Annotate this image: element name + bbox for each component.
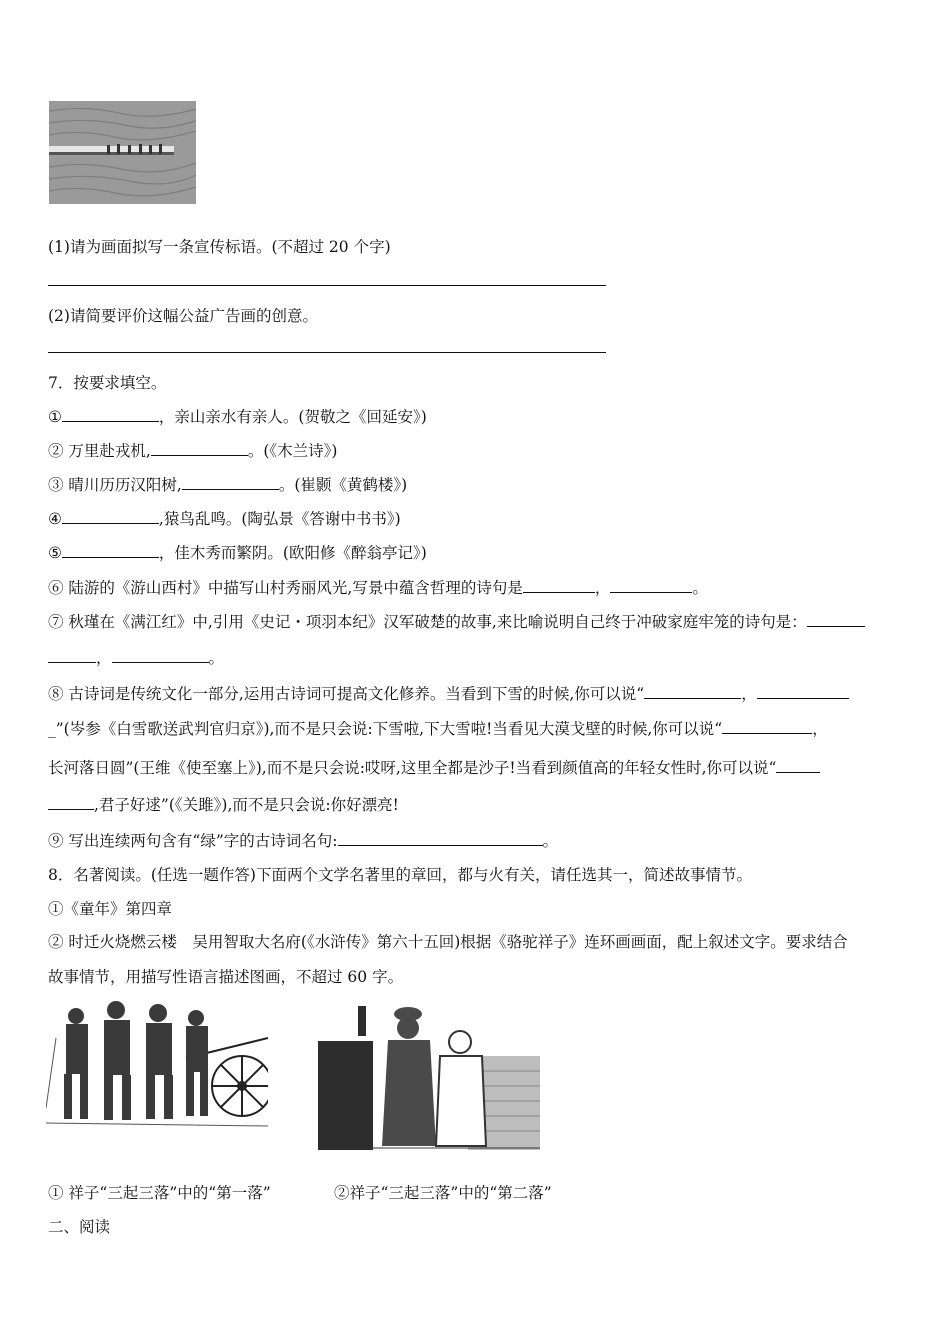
- answer-line-2[interactable]: [48, 352, 606, 353]
- fill-blank[interactable]: [776, 758, 820, 773]
- q8-heading: 8．名著阅读。(任选一题作答)下面两个文学名著里的章回，都与火有关，请任选其一，简述故事情节。: [48, 866, 752, 884]
- q7-item-7-cont: ， 。: [48, 646, 224, 668]
- fill-blank[interactable]: [338, 831, 543, 846]
- fill-blank[interactable]: [807, 612, 865, 627]
- fill-blank[interactable]: [62, 543, 159, 558]
- q7-item-4: ④ ,猿鸟乱鸣。(陶弘景《答谢中书书》): [48, 510, 401, 528]
- fill-blank[interactable]: [112, 648, 209, 663]
- comic-illustration-2: [318, 996, 540, 1150]
- fill-blank[interactable]: [48, 648, 96, 663]
- q7-item-8-line4: ,君子好逑”(《关雎》),而不是只会说:你好漂亮!: [48, 793, 399, 815]
- fill-blank[interactable]: [62, 509, 159, 524]
- fill-blank[interactable]: [757, 684, 849, 699]
- sand-poster-image: [49, 101, 196, 204]
- fill-blank[interactable]: [610, 578, 692, 593]
- q7-item-8-line1: ⑧ 古诗词是传统文化一部分,运用古诗词可提高文化修养。当看到下雪的时候,你可以说“ ，: [48, 682, 849, 704]
- fill-blank[interactable]: [62, 407, 159, 422]
- q7-item-1: ① ，亲山亲水有亲人。(贺敬之《回延安》): [48, 408, 427, 426]
- comic-illustration-1: [46, 998, 268, 1134]
- caption-1: ① 祥子“三起三落”中的“第一落”: [48, 1184, 271, 1202]
- fill-blank[interactable]: [523, 578, 595, 593]
- fill-blank[interactable]: [151, 441, 248, 456]
- q6-sub1: (1)请为画面拟写一条宣传标语。(不超过 20 个字): [48, 238, 391, 256]
- section-title: 二、阅读: [48, 1218, 111, 1236]
- fill-blank[interactable]: [48, 795, 94, 810]
- q7-item-3: ③ 晴川历历汉阳树, 。(崔颢《黄鹤楼》): [48, 476, 408, 494]
- q7-item-8-line2: _”(岑参《白雪歌送武判官归京》),而不是只会说:下雪啦,下大雪啦!当看见大漠戈壁的时候,你可以说“ ，: [48, 720, 828, 738]
- fill-blank[interactable]: [722, 719, 812, 734]
- q8-option-2-line2: 故事情节，用描写性语言描述图画，不超过 60 字。: [48, 968, 404, 986]
- q8-option-2-line1: ② 时迁火烧燃云楼 吴用智取大名府(《水浒传》第六十五回)根据《骆驼祥子》连环画画面，配上叙述文字。要求结合: [48, 933, 848, 951]
- fill-blank[interactable]: [644, 684, 741, 699]
- q6-sub2: (2)请简要评价这幅公益广告画的创意。: [48, 307, 318, 325]
- answer-line-1[interactable]: [48, 285, 606, 286]
- q8-option-1: ①《童年》第四章: [48, 900, 173, 918]
- q7-item-8-line3: 长河落日圆”(王维《使至塞上》),而不是只会说:哎呀,这里全都是沙子!当看到颜值高的年轻女性时,你可以说“: [48, 756, 820, 778]
- fill-blank[interactable]: [182, 475, 279, 490]
- caption-2: ②祥子“三起三落”中的“第二落”: [334, 1184, 552, 1202]
- q7-item-5: ⑤ ，佳木秀而繁阴。(欧阳修《醉翁亭记》): [48, 544, 427, 562]
- q7-item-2: ② 万里赴戎机, 。(《木兰诗》): [48, 442, 338, 460]
- q7-heading: 7．按要求填空。: [48, 374, 167, 392]
- q7-item-9: ⑨ 写出连续两句含有“绿”字的古诗词名句: 。: [48, 832, 559, 850]
- q7-item-6: ⑥ 陆游的《游山西村》中描写山村秀丽风光,写景中蕴含哲理的诗句是 ， 。: [48, 579, 708, 597]
- q7-item-7: ⑦ 秋瑾在《满江红》中,引用《史记・项羽本纪》汉军破楚的故事,来比喻说明自己终于冲破家庭牢笼的诗句是：: [48, 610, 865, 632]
